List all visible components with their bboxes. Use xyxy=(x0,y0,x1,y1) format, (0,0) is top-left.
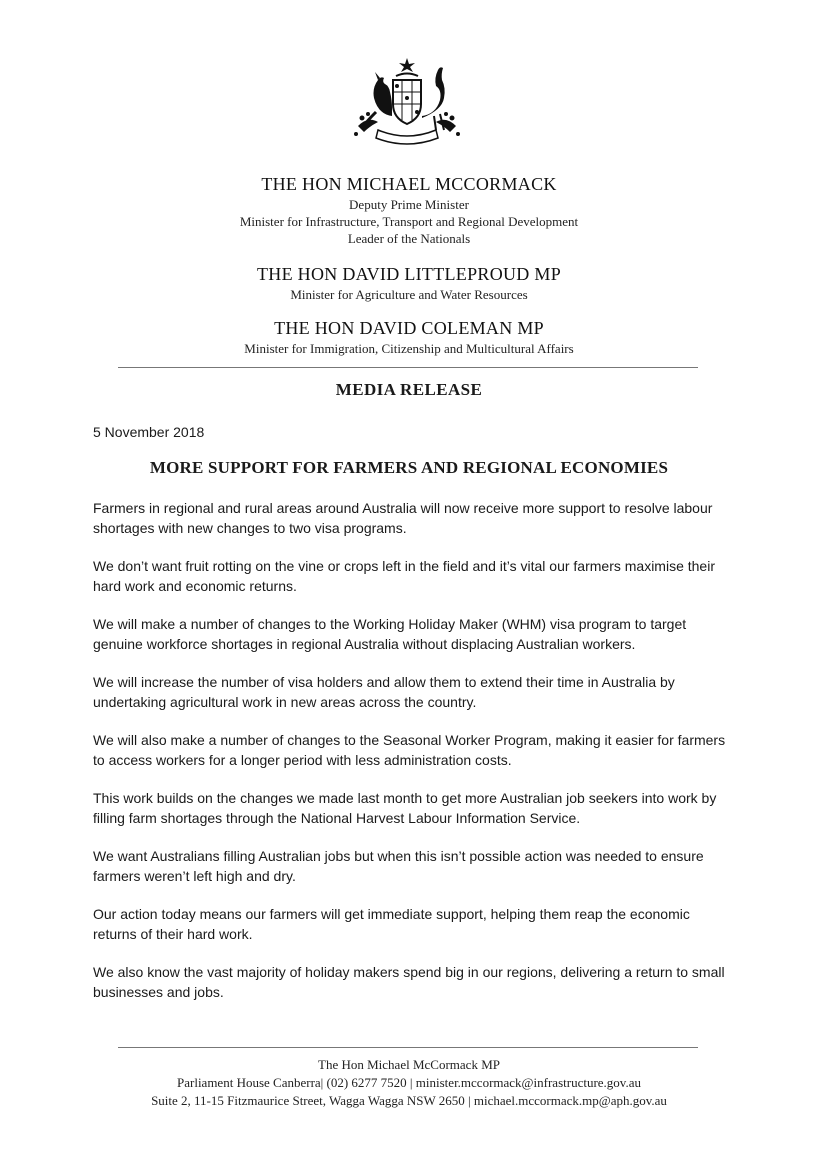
minister-role: Leader of the Nationals xyxy=(347,231,471,246)
minister-role: Deputy Prime Minister xyxy=(349,197,469,212)
minister-name: THE HON MICHAEL MCCORMACK xyxy=(261,174,557,194)
footer-name: The Hon Michael McCormack MP xyxy=(318,1057,500,1072)
release-date: 5 November 2018 xyxy=(93,424,205,440)
paragraph: We will make a number of changes to the Working Holiday Maker (WHM) visa program to target genuine workforce shortages in regional Australia without displacing Australian workers. xyxy=(93,616,687,652)
paragraph: We also know the vast majority of holiday makers spend big in our regions, delivering a return to small businesses and jobs. xyxy=(93,964,725,1000)
body-text xyxy=(93,498,733,1020)
paragraph: Our action today means our farmers will get immediate support, helping them reap the economic returns of their hard work. xyxy=(93,906,690,942)
paragraph: We don’t want fruit rotting on the vine or crops left in the field and it’s vital our farmers maximise their hard work and economic returns. xyxy=(93,558,715,594)
header-divider xyxy=(118,367,698,368)
minister-role: Minister for Immigration, Citizenship and Multicultural Affairs xyxy=(244,341,574,356)
minister-role: Minister for Agriculture and Water Resources xyxy=(290,287,528,302)
australian-coat-of-arms-icon xyxy=(348,56,466,148)
footer-address-canberra: Parliament House Canberra| (02) 6277 7520 | minister.mccormack@infrastructure.gov.au xyxy=(177,1075,641,1090)
paragraph: Farmers in regional and rural areas around Australia will now receive more support to resolve labour shortages with new changes to two visa programs. xyxy=(93,500,713,536)
minister-role: Minister for Infrastructure, Transport and Regional Development xyxy=(239,214,579,229)
minister-name: THE HON DAVID LITTLEPROUD MP xyxy=(256,264,562,284)
media-release-label: MEDIA RELEASE xyxy=(335,380,483,399)
paragraph: We want Australians filling Australian jobs but when this isn’t possible action was needed to ensure farmers weren’t left high and dry. xyxy=(93,848,704,884)
footer-address-wagga: Suite 2, 11-15 Fitzmaurice Street, Wagga Wagga NSW 2650 | michael.mccormack.mp@aph.gov.au xyxy=(151,1093,667,1108)
paragraph: We will increase the number of visa holders and allow them to extend their time in Australia by undertaking agricultural work in new areas across the country. xyxy=(93,674,675,710)
paragraph: This work builds on the changes we made last month to get more Australian job seekers into work by filling farm shortages through the National Harvest Labour Information Service. xyxy=(93,790,717,826)
minister-name: THE HON DAVID COLEMAN MP xyxy=(274,318,544,338)
footer-divider xyxy=(118,1047,698,1048)
paragraph: We will also make a number of changes to the Seasonal Worker Program, making it easier for farmers to access workers for a longer period with less administration costs. xyxy=(93,732,726,768)
headline: MORE SUPPORT FOR FARMERS AND REGIONAL ECONOMIES xyxy=(149,458,669,477)
